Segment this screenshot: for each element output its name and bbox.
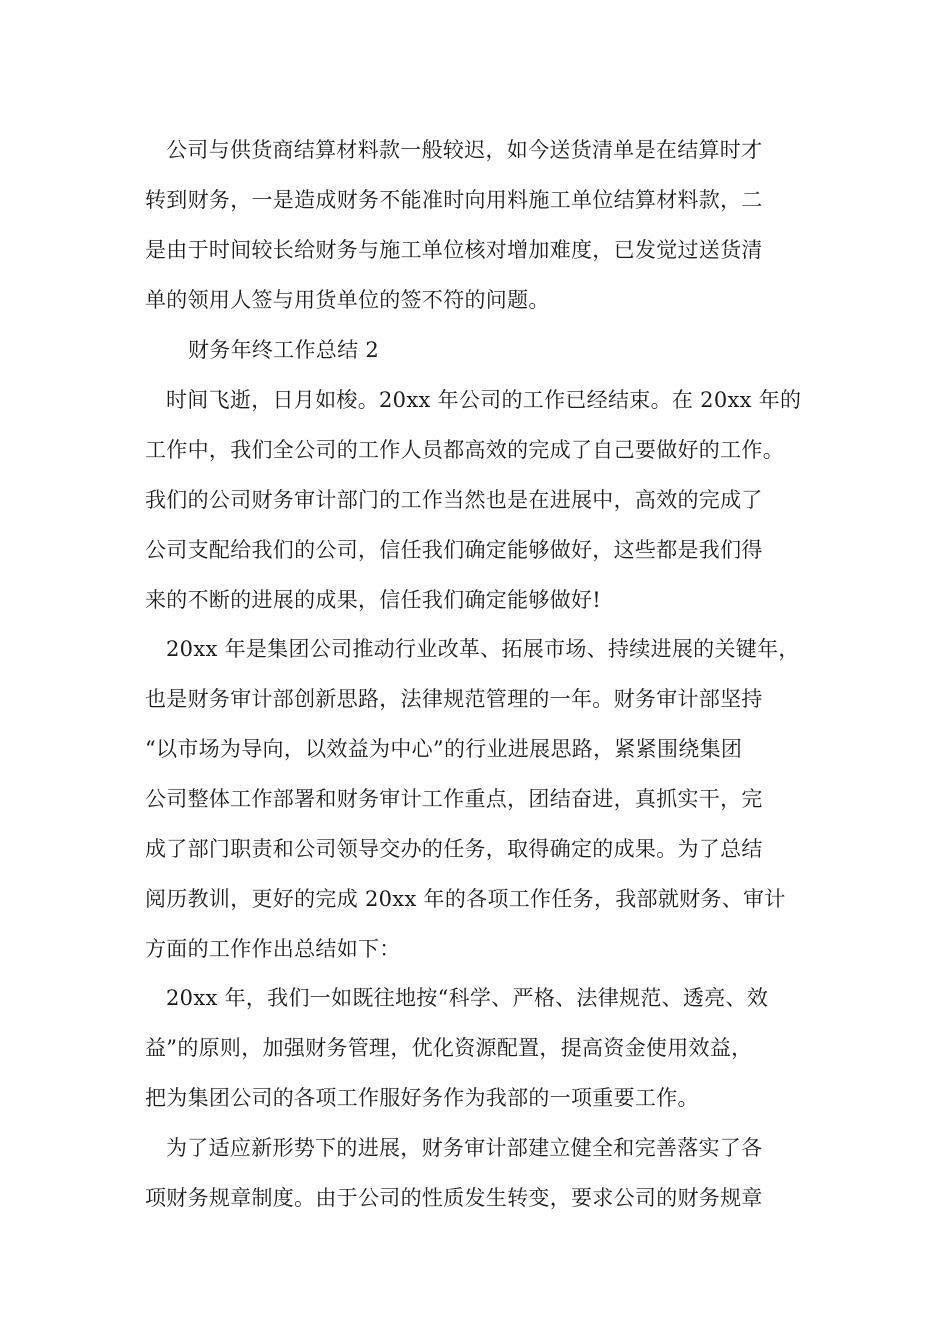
text-line: 公司整体工作部署和财务审计工作重点，团结奋进，真抓实干，完	[145, 787, 763, 811]
text-line: 成了部门职责和公司领导交办的任务，取得确定的成果。为了总结	[145, 837, 763, 861]
section-heading: 财务年终工作总结 2	[188, 338, 380, 362]
text-line: 也是财务审计部创新思路，法律规范管理的一年。财务审计部坚持	[145, 687, 763, 711]
text-line: 阅历教训，更好的完成 20xx 年的各项工作任务，我部就财务、审计	[145, 887, 786, 911]
text-line: 20xx 年，我们一如既往地按“科学、严格、法律规范、透亮、效	[166, 986, 769, 1010]
text-line: 益”的原则，加强财务管理，优化资源配置，提高资金使用效益，	[145, 1036, 753, 1060]
text-line: 时间飞逝，日月如梭。20xx 年公司的工作已经结束。在 20xx 年的	[166, 388, 802, 412]
text-line: 来的不断的进展的成果，信任我们确定能够做好!	[145, 588, 602, 612]
text-line: 公司支配给我们的公司，信任我们确定能够做好，这些都是我们得	[145, 538, 763, 562]
text-line: 项财务规章制度。由于公司的性质发生转变，要求公司的财务规章	[145, 1186, 763, 1210]
text-line: 我们的公司财务审计部门的工作当然也是在进展中，高效的完成了	[145, 488, 763, 512]
text-line: 20xx 年是集团公司推动行业改革、拓展市场、持续进展的关键年，	[166, 637, 800, 661]
text-line: 公司与供货商结算材料款一般较迟，如今送货清单是在结算时才	[166, 138, 763, 162]
text-line: 方面的工作作出总结如下：	[145, 937, 401, 961]
text-line: 单的领用人签与用货单位的签不符的问题。	[145, 288, 550, 312]
text-line: 是由于时间较长给财务与施工单位核对增加难度，已发觉过送货清	[145, 238, 763, 262]
text-line: “以市场为导向，以效益为中心”的行业进展思路，紧紧围绕集团	[145, 737, 743, 761]
text-line: 转到财务，一是造成财务不能准时向用料施工单位结算材料款，二	[145, 188, 763, 212]
text-line: 工作中，我们全公司的工作人员都高效的完成了自己要做好的工作。	[145, 438, 784, 462]
text-line: 为了适应新形势下的进展，财务审计部建立健全和完善落实了各	[166, 1136, 763, 1160]
text-line: 把为集团公司的各项工作服好务作为我部的一项重要工作。	[145, 1086, 699, 1110]
